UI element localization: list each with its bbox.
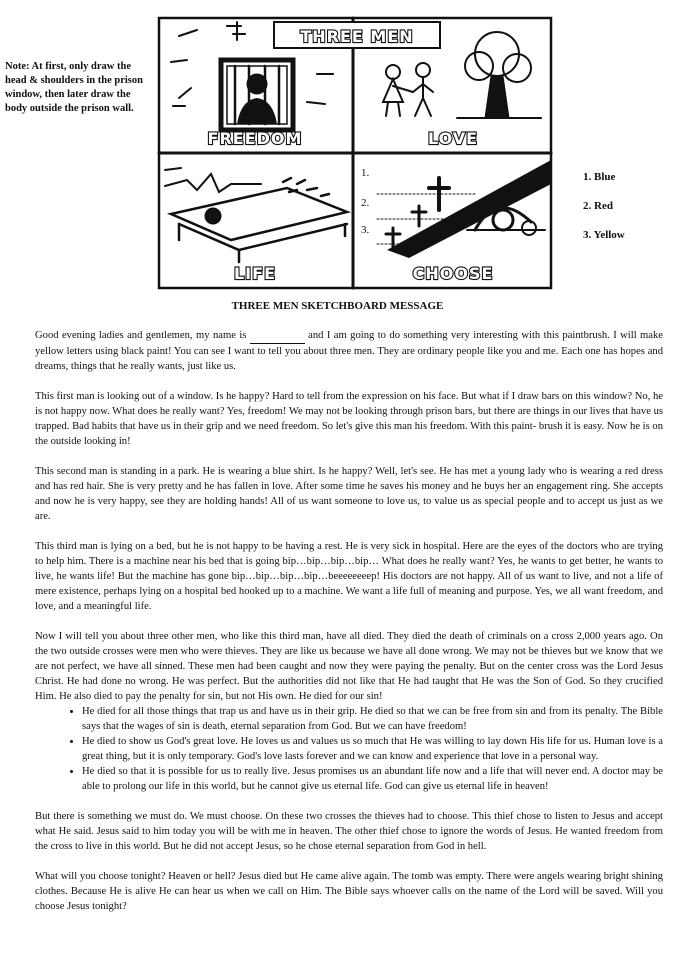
life-label: LIFE [233,264,277,283]
bullet-love: • He died to show us God's great love. He loves us and values us so much that He was willing to lay down His life for us. Human love is a great thing, but it is only temporary. God's love lasts forever and we can know and experience that love in a personal way. [82,734,663,764]
paragraph-love: This second man is standing in a park. He is wearing a blue shirt. Is he happy? Well, let's see. He has met a young lady who is wearing a red dress and has red hair. She is very pretty and he has fallen in love. After some time he saves his money and he buys her an engagement ring. She accepts and now he is very happy, see they are holding hands! All of us want someone to love us, to value us as special people and to accept us just as we are. [35,466,663,522]
choose-number-3: 3. [361,224,370,236]
freedom-label: FREEDOM [207,129,303,148]
bullet-life: • He died so that it is possible for us to really live. Jesus promises us an abundant life now and a life that will never end. A doctor may be able to prolong our life in this world, but he cannot give us eternal life. God can give us eternal life in heaven! [82,764,663,794]
paragraph-intro: Good evening ladies and gentlemen, my name is and I am going to do something very interesting with this paintbrush. I will make yellow letters using black paint! You can see I want to tell you about three men. They are ordinary people like you and me. Each one has hopes and dreams, things that he really wants, just like us. [35,330,664,372]
message-body [35,328,663,929]
message-title: THREE MEN SKETCHBOARD MESSAGE [231,300,444,312]
sketchboard-illustration [157,14,553,290]
love-label: LOVE [427,129,479,148]
bullet-freedom: • He died for all those things that trap us and have us in their grip. He died so that we can be free from sin and from its penalty. The Bible says that the wages of sin is death, eternal separation from God. But we can have freedom! [82,704,663,734]
paragraph-choose: But there is something we must do. We must choose. On these two crosses the thieves had to choose. This thief chose to listen to Jesus and accept what He said. Jesus said to him today you will be with me in heaven. The other thief chose to ignore the words of Jesus. He wanted freedom from the cross to live in this world. But he did not accept Jesus, so he chose eternal separation from God in hell. [35,811,663,852]
color-item-yellow: 3. Yellow [583,229,625,241]
choose-number-1: 1. [361,167,370,179]
color-item-blue: 1. Blue [583,171,616,183]
title-label: THREE MEN [300,27,414,46]
name-blank [250,328,305,344]
drawing-note: Note: At first, only draw the head & shoulders in the prison window, then later draw the body outside the prison wall. [5,61,143,114]
paragraph-closing: What will you choose tonight? Heaven or hell? Jesus died but He came alive again. The tomb was empty. There were angels wearing bright shining clothes. Because He is alive He can hear us when we call on Him. The Bible says whoever calls on the name of the Lord will be saved. Will you choose Jesus tonight? [35,871,663,912]
hospital-bed-drawing [165,168,347,262]
choose-label: CHOOSE [412,264,494,283]
color-item-red: 2. Red [583,200,613,212]
paragraph-crosses: Now I will tell you about three other men, who like this third man, have all died. They died the death of criminals on a cross 2,000 years ago. On the two outside crosses were men who were thieves. They are like us because we have all done wrong. We may not be thieves but we know that we are not perfect, we have all sinned. These men had been caught and now they were paying the penalty. But on the center cross was the Lord Jesus Christ. He had done no wrong. He was perfect. But the authorities did not like that He had taught that He was the Son of God. So they crucified Him. He also died to pay the penalty for sin, but not His own. He died for our sin! [35,631,663,702]
paint-colors-list [583,171,625,258]
choose-number-2: 2. [361,197,370,209]
crosses-and-tomb-drawing [377,160,551,258]
paragraph-life: This third man is lying on a bed, but he is not happy to be having a rest. He is very sick in hospital. Here are the eyes of the doctors who are trying to help him. There is a machine near his bed that is going bip…bip…bip…bip… What does he really want? Yes, he wants to get better, he wants to live, he wants life! But the machine has gone bip…bip…bip…bip…beeeeeeeep! His doctors are not happy. All of us want to live, and not a life of mere existence, perhaps lying on a hospital bed hooked up to a machine. We want a life full of meaning and purpose. Yes, we all want freedom, and love, and a meaningful life. [35,541,663,612]
bullet-list [35,704,663,794]
paragraph-freedom: This first man is looking out of a window. Is he happy? Hard to tell from the expression on his face. But what if I draw bars on this window? No, he is not happy now. What does he really want? Yes, freedom! We may not be looking through prison bars, but there are things in our lives that have us trapped. Bad habits that have us in their grip and we need freedom. So let's give this man his freedom. With this paint- brush it is easy. Now he is on the outside looking in! [35,391,663,447]
